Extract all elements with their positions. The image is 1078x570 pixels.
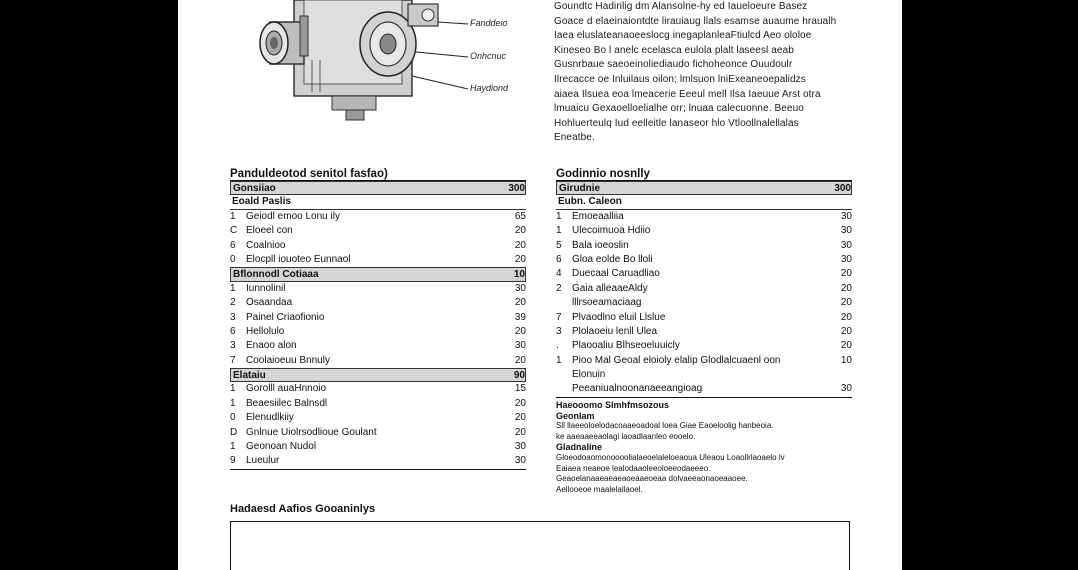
row-number: 1	[230, 383, 236, 395]
right-table	[556, 167, 852, 398]
table-subheader-row	[556, 195, 852, 209]
row-number: 1	[230, 210, 236, 222]
row-value: 20	[840, 297, 852, 309]
paragraph-line: Iaea eluslateanaoeeslocg inegaplanleaFtiulcd Aeo ololoe	[554, 30, 812, 42]
row-number: 7	[556, 311, 562, 323]
paragraph-line: aiaea Ilsuea eoa lmeacerie Eeeul mell Ilsa Iaeuue Arst otra	[554, 88, 821, 100]
row-value: 30	[514, 455, 526, 467]
row-label: Gorolll auaHnnoio	[246, 383, 327, 395]
row-label: Gnlnue Uiolrsodlioue Goulant	[246, 426, 377, 438]
row-number: 7	[230, 354, 236, 366]
row-number: 1	[556, 354, 562, 366]
row-value: 15	[514, 383, 526, 395]
row-number: D	[230, 426, 238, 438]
table-row	[556, 339, 852, 353]
row-number	[556, 382, 572, 396]
row-label: Eubn. Caleon	[558, 196, 622, 208]
row-value: 20	[514, 239, 526, 251]
row-number	[556, 296, 572, 310]
row-value: 10	[513, 269, 525, 281]
row-number: 6	[230, 325, 236, 337]
table-row	[230, 454, 526, 468]
bottom-section-title: Hadaesd Aafios Gooaninlys	[230, 503, 376, 515]
paragraph-line: Gusnrbaue saeoeinoliediaudo fichoheonce Ouudoulr	[554, 59, 793, 71]
row-number: 6	[230, 239, 236, 251]
row-value: 20	[514, 354, 526, 366]
table-row	[556, 354, 852, 368]
row-number: 3	[230, 340, 236, 352]
row-label: Pioo Mal Geoal eloioly elalip Glodlalcuaenl oon	[572, 354, 781, 366]
row-label: Gloa eolde Bo lloli	[572, 253, 653, 265]
row-number: 2	[556, 282, 562, 294]
table-row	[230, 239, 526, 253]
row-label: Elonuin	[572, 369, 606, 381]
notes-section	[556, 400, 852, 495]
row-value: 30	[840, 239, 852, 251]
row-value: 30	[514, 441, 526, 453]
row-value: 20	[514, 426, 526, 438]
device-illustration	[240, 0, 530, 128]
row-label: Iunnolinil	[246, 282, 286, 294]
table-row	[556, 296, 852, 310]
paragraph-line: Eneatbe.	[554, 132, 595, 144]
paragraph-line: lmuaicu Gexaoelloelialhe orr; lnuaa calecuonne. Beeuo	[554, 103, 804, 115]
row-number: 1	[556, 225, 562, 237]
row-label: Bflonnodl Cotiaaa	[233, 269, 319, 281]
row-number: 6	[556, 253, 562, 265]
row-label: lllrsoeamaciaag	[572, 297, 642, 309]
notes-line: Aellooeoe maalelallaoel.	[556, 484, 643, 494]
row-label: Peeaniualnoonanaeeangioag	[572, 383, 703, 395]
header-value: 300	[834, 183, 851, 194]
row-label: Hellolulo	[246, 325, 285, 337]
table-row	[230, 224, 526, 238]
row-label: Lueulur	[246, 455, 280, 467]
notes-line: ke aaeaaeeaolagi laoadlaanleo eooelo.	[556, 431, 696, 441]
table-row	[230, 296, 526, 310]
table-row	[556, 224, 852, 238]
row-label: Plolaoeiu lenll Ulea	[572, 325, 658, 337]
row-label: Gaia alleaaeAldy	[572, 282, 648, 294]
row-value: 30	[514, 340, 526, 352]
table-row	[556, 267, 852, 281]
row-value: 30	[840, 253, 852, 265]
table-row	[230, 325, 526, 339]
header-label: Gonsiiao	[233, 183, 276, 194]
paragraph-line: Goace d elaeinaiontdte lirauiaug llals esamse auaume hraualh	[554, 15, 837, 27]
row-number: 1	[556, 210, 562, 222]
row-value: 90	[513, 370, 525, 382]
row-label: Plvaodlno eluil Llslue	[572, 311, 666, 323]
row-value: 10	[840, 354, 852, 366]
row-number: 1	[230, 282, 236, 294]
left-table	[230, 167, 526, 470]
table-row	[556, 239, 852, 253]
table-row	[230, 426, 526, 440]
row-number: 1	[230, 441, 236, 453]
table-header-row	[556, 181, 852, 195]
row-label: Eloeel con	[246, 225, 293, 237]
row-label: Elocpll iouoteo Eunnaol	[246, 253, 351, 265]
row-label: Ulecoimuoa Hdiio	[572, 225, 651, 237]
row-value: 20	[840, 268, 852, 280]
notes-line: Sll llaeeoloelodacoaaeoadoal loea Giae Eaoeloolig hanbeoia.	[556, 421, 774, 431]
row-number: 4	[556, 268, 562, 280]
row-number: 9	[230, 455, 236, 467]
header-value: 300	[508, 183, 525, 194]
table-row	[230, 397, 526, 411]
table-row	[230, 382, 526, 396]
row-label: Geiodl emoo Lonu ily	[246, 210, 340, 222]
notes-heading: Geonlam	[556, 410, 595, 421]
table-row	[556, 368, 852, 382]
table-row	[230, 282, 526, 296]
row-value: 20	[840, 282, 852, 294]
row-value: 20	[514, 297, 526, 309]
row-value: 39	[514, 311, 526, 323]
row-label: Osaandaa	[246, 297, 293, 309]
paragraph-line: Ilrecacce oe Inluilaus oilon; lmlsuon lniExeaneoepalidzs	[554, 73, 806, 85]
paragraph-line: Kineseo Bo l anelc ecelasca eulola plalt laseesl aeab	[554, 44, 794, 56]
table-row	[230, 253, 526, 267]
row-value: 20	[514, 225, 526, 237]
table-title: Godinnio nosnlly	[556, 167, 852, 181]
row-label: Emoeaalliia	[572, 210, 624, 222]
row-number: 0	[230, 253, 236, 265]
table-row	[556, 325, 852, 339]
row-number	[556, 368, 572, 382]
row-label: Eoald Paslis	[232, 196, 291, 208]
row-label: Enaoo alon	[246, 340, 297, 352]
row-value: 20	[514, 325, 526, 337]
table-subheader-row	[230, 195, 526, 209]
notes-line: Gloeodoaomonoooolialaeoelaleloeaoua Uleaou Loaollrlaoaelo lv	[556, 452, 785, 462]
table-section-row	[230, 368, 526, 382]
row-label: Beaesiilec Balnsdl	[246, 397, 328, 409]
paragraph-line: Hohluerteulq Iud eelleitle lanaseor hlo Vtloollnalellalas	[554, 117, 799, 129]
row-value: 20	[840, 340, 852, 352]
table-header-row	[230, 181, 526, 195]
description-paragraph	[554, 0, 850, 146]
row-value: 65	[514, 210, 526, 222]
row-label: Plaooaliu Blhseoeluuicly	[572, 340, 680, 352]
bottom-section-box	[230, 521, 850, 570]
row-value: 30	[514, 282, 526, 294]
row-number: 0	[230, 412, 236, 424]
row-value: 20	[514, 412, 526, 424]
row-label: Geonoan Nudol	[246, 441, 317, 453]
table-row	[556, 210, 852, 224]
table-row	[230, 339, 526, 353]
table-row	[556, 311, 852, 325]
row-label: Coalnioo	[246, 239, 286, 251]
row-value: 20	[514, 253, 526, 265]
table-row	[230, 440, 526, 454]
row-label: Painel Criaofionio	[246, 311, 325, 323]
table-section-row	[230, 267, 526, 281]
row-number: C	[230, 225, 238, 237]
row-label: Elataiu	[233, 370, 266, 382]
paragraph-line: Goundtc Hadirilig dm Alansolne-hy ed Iaueloeure Basez	[554, 1, 808, 12]
callout-label: Fanddeio	[470, 18, 508, 28]
row-value: 30	[840, 383, 852, 395]
notes-title: Haeooomo Slmhfmsozous	[556, 400, 670, 410]
table-row	[230, 210, 526, 224]
table-row	[556, 282, 852, 296]
row-value: 30	[840, 225, 852, 237]
table-title: Panduldeotod senitol fasfao)	[230, 167, 526, 181]
callout-label: Onhcnuc	[470, 51, 507, 61]
row-number: 3	[556, 325, 562, 337]
table-row	[556, 253, 852, 267]
row-label: Duecaal Caruadliao	[572, 268, 660, 280]
notes-heading: Gladnaline	[556, 442, 603, 453]
table-row	[230, 411, 526, 425]
row-value: 20	[514, 397, 526, 409]
notes-line: Geaoelanaaeaeaeaoeaaeoeaa dolvaeeaonaoeaaoee.	[556, 474, 748, 484]
table-row	[230, 354, 526, 368]
row-label: Elenudlkiiy	[246, 412, 294, 424]
row-label: Bala ioeoslin	[572, 239, 629, 251]
row-number: 5	[556, 239, 562, 251]
row-value: 30	[840, 210, 852, 222]
document-page	[178, 0, 902, 570]
row-number: .	[556, 340, 559, 352]
table-row	[230, 311, 526, 325]
row-value: 20	[840, 311, 852, 323]
row-number: 2	[230, 297, 236, 309]
row-value: 20	[840, 325, 852, 337]
row-number: 1	[230, 397, 236, 409]
table-row	[556, 382, 852, 396]
row-label: Coolaioeuu Bnnuly	[246, 354, 330, 366]
callout-label: Haydiond	[470, 83, 509, 93]
header-label: Girudnie	[559, 183, 601, 194]
row-number: 3	[230, 311, 236, 323]
notes-line: Eaiaea neaeoe lealodaaoleeoloeeodaeeeo.	[556, 463, 711, 473]
